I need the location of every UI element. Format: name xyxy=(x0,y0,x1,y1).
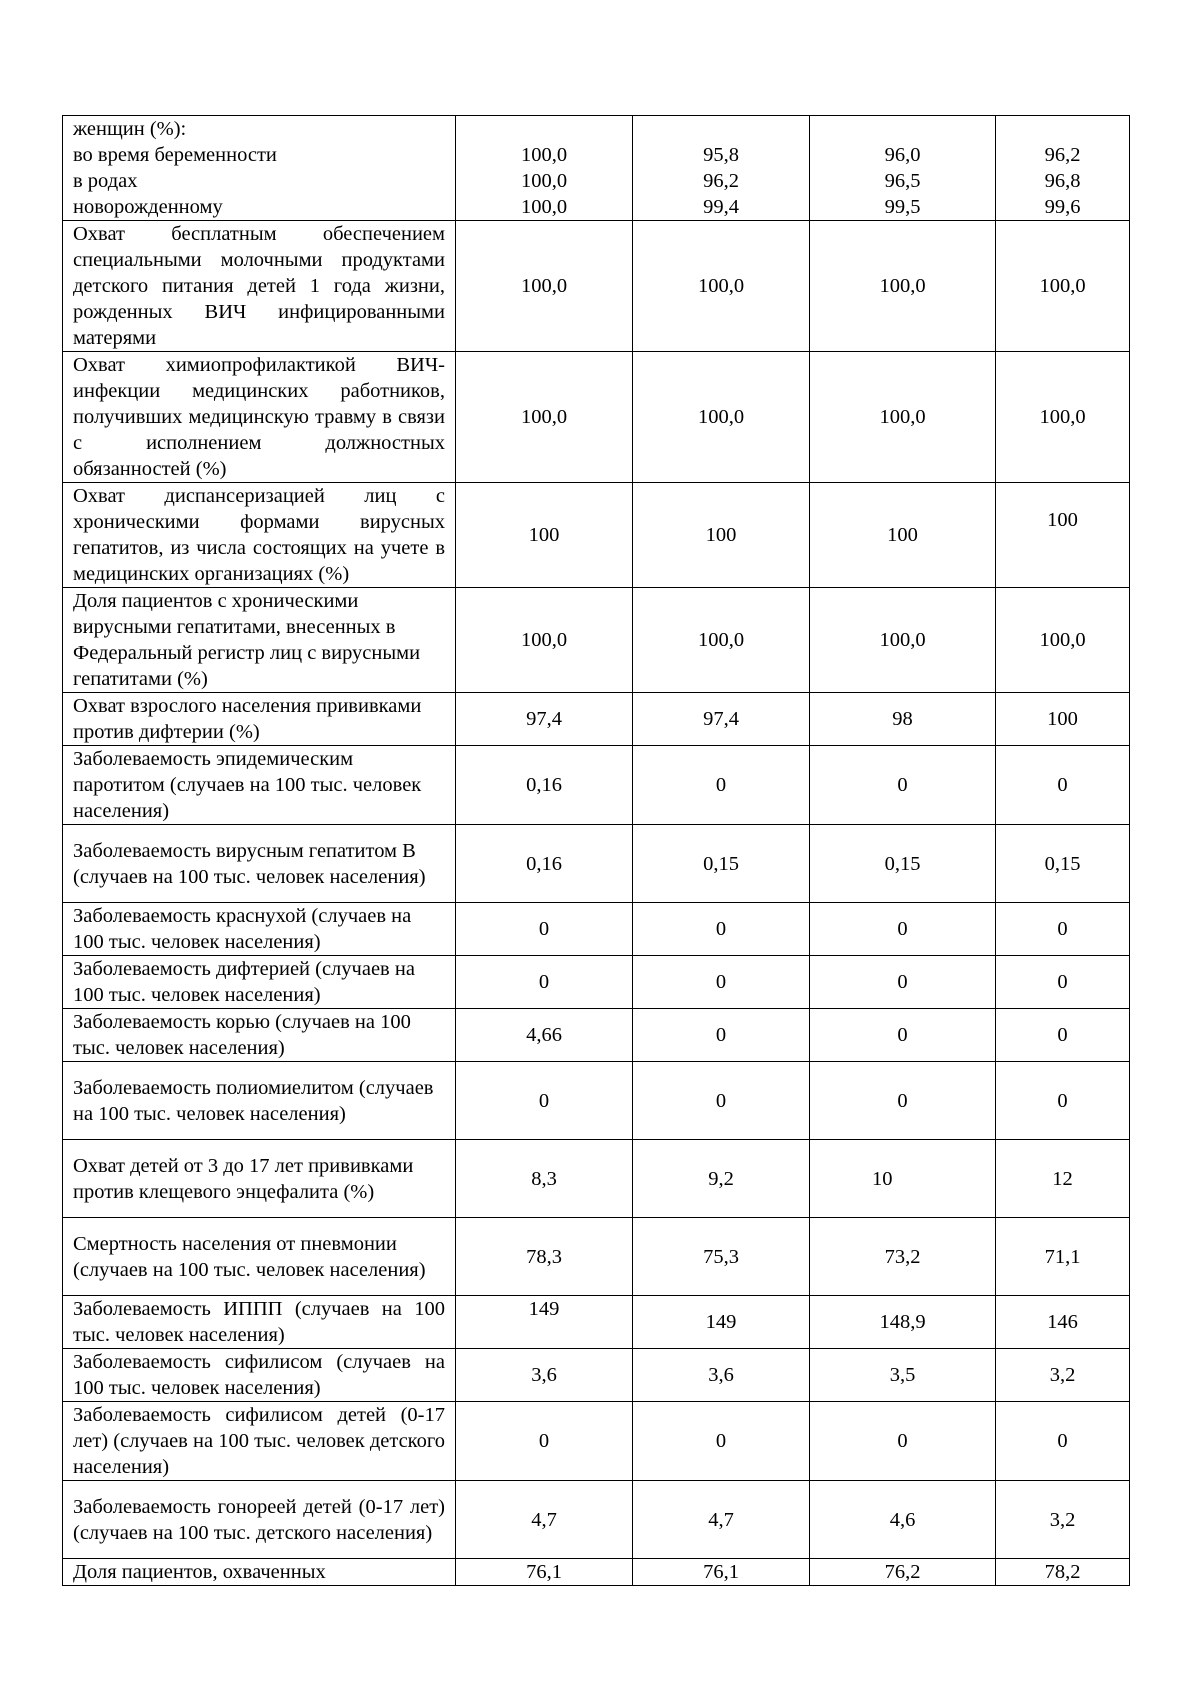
value-cell: 0 xyxy=(810,1402,996,1481)
value-cell: 0,16 xyxy=(456,746,633,825)
table-row xyxy=(63,903,1130,956)
value-cell: 97,4 xyxy=(456,693,633,746)
indicator-description: Охват бесплатным обеспечением специальными молочными продуктами детского питания детей 1 года жизни, рожденных ВИЧ инфицированными матерями xyxy=(63,221,456,352)
value-cell: 100,0 xyxy=(633,221,810,352)
value-cell: 0 xyxy=(996,1009,1130,1062)
value-cell: 98 xyxy=(810,693,996,746)
value-cell: 96,2 96,8 99,6 xyxy=(996,116,1130,221)
value-cell: 0 xyxy=(456,903,633,956)
value-cell: 100,0 xyxy=(633,352,810,483)
value-cell: 76,2 xyxy=(810,1559,996,1586)
table-row xyxy=(63,1402,1130,1481)
value-cell: 0 xyxy=(996,1402,1130,1481)
value-cell: 0 xyxy=(810,903,996,956)
table-row xyxy=(63,1296,1130,1349)
value-cell: 3,5 xyxy=(810,1349,996,1402)
value-cell: 4,7 xyxy=(633,1481,810,1559)
value-cell: 0,15 xyxy=(996,825,1130,903)
value-cell: 100,0 xyxy=(996,588,1130,693)
value-cell: 3,6 xyxy=(456,1349,633,1402)
value-cell: 78,3 xyxy=(456,1218,633,1296)
value-cell: 100,0 xyxy=(456,221,633,352)
value-cell: 100,0 xyxy=(996,221,1130,352)
value-cell: 12 xyxy=(996,1140,1130,1218)
value-cell: 100,0 xyxy=(810,352,996,483)
table-row xyxy=(63,1218,1130,1296)
value-cell: 76,1 xyxy=(633,1559,810,1586)
value-cell: 0 xyxy=(810,1062,996,1140)
value-cell: 100 xyxy=(996,693,1130,746)
value-cell: 4,6 xyxy=(810,1481,996,1559)
value-cell: 0 xyxy=(633,903,810,956)
value-cell: 10 xyxy=(810,1140,996,1218)
indicator-description: Доля пациентов с хроническими вирусными гепатитами, внесенных в Федеральный регистр лиц с вирусными гепатитами (%) xyxy=(63,588,456,693)
value-cell: 0 xyxy=(810,746,996,825)
table-row xyxy=(63,1140,1130,1218)
value-cell: 149 xyxy=(456,1296,633,1349)
indicator-description: Охват взрослого населения прививками против дифтерии (%) xyxy=(63,693,456,746)
indicator-description: Доля пациентов, охваченных xyxy=(63,1559,456,1586)
value-cell: 100 xyxy=(810,483,996,588)
value-cell: 100 xyxy=(633,483,810,588)
value-cell: 0 xyxy=(996,746,1130,825)
value-cell: 0 xyxy=(456,1402,633,1481)
indicator-description: Заболеваемость дифтерией (случаев на 100 тыс. человек населения) xyxy=(63,956,456,1009)
table-row xyxy=(63,483,1130,588)
value-cell: 0 xyxy=(456,956,633,1009)
value-cell: 100 xyxy=(996,483,1130,588)
table-row xyxy=(63,825,1130,903)
indicator-description: Заболеваемость гонореей детей (0-17 лет) (случаев на 100 тыс. детского населения) xyxy=(63,1481,456,1559)
indicator-description: Заболеваемость сифилисом детей (0-17 лет) (случаев на 100 тыс. человек детского населения) xyxy=(63,1402,456,1481)
value-cell: 100,0 xyxy=(810,221,996,352)
table-row xyxy=(63,221,1130,352)
table-row xyxy=(63,1009,1130,1062)
value-cell: 78,2 xyxy=(996,1559,1130,1586)
indicators-table xyxy=(62,115,1130,1586)
value-cell: 8,3 xyxy=(456,1140,633,1218)
value-cell: 4,7 xyxy=(456,1481,633,1559)
indicator-description: Заболеваемость корью (случаев на 100 тыс. человек населения) xyxy=(63,1009,456,1062)
value-cell: 3,2 xyxy=(996,1481,1130,1559)
indicator-description: Заболеваемость ИППП (случаев на 100 тыс. человек населения) xyxy=(63,1296,456,1349)
table-row xyxy=(63,116,1130,221)
value-cell: 0,16 xyxy=(456,825,633,903)
value-cell: 0,15 xyxy=(633,825,810,903)
indicator-description: Заболеваемость сифилисом (случаев на 100 тыс. человек населения) xyxy=(63,1349,456,1402)
table-row xyxy=(63,746,1130,825)
value-cell: 76,1 xyxy=(456,1559,633,1586)
value-cell: 146 xyxy=(996,1296,1130,1349)
value-cell: 3,6 xyxy=(633,1349,810,1402)
value-cell: 0 xyxy=(633,956,810,1009)
indicator-description: Смертность населения от пневмонии (случаев на 100 тыс. человек населения) xyxy=(63,1218,456,1296)
indicator-description: Охват детей от 3 до 17 лет прививками против клещевого энцефалита (%) xyxy=(63,1140,456,1218)
table-row xyxy=(63,1349,1130,1402)
value-cell: 148,9 xyxy=(810,1296,996,1349)
value-cell: 73,2 xyxy=(810,1218,996,1296)
value-cell: 100 xyxy=(456,483,633,588)
value-cell: 4,66 xyxy=(456,1009,633,1062)
value-cell: 0 xyxy=(996,903,1130,956)
value-cell: 0 xyxy=(996,1062,1130,1140)
value-cell: 100,0 xyxy=(810,588,996,693)
indicator-description: Заболеваемость вирусным гепатитом В (случаев на 100 тыс. человек населения) xyxy=(63,825,456,903)
value-cell: 100,0 xyxy=(633,588,810,693)
table-row xyxy=(63,956,1130,1009)
value-cell: 97,4 xyxy=(633,693,810,746)
value-cell: 0 xyxy=(456,1062,633,1140)
value-cell: 0 xyxy=(996,956,1130,1009)
value-cell: 100,0 xyxy=(996,352,1130,483)
table-row xyxy=(63,352,1130,483)
value-cell: 0 xyxy=(810,956,996,1009)
value-cell: 100,0 100,0 100,0 xyxy=(456,116,633,221)
indicator-description: Охват диспансеризацией лиц с хроническими формами вирусных гепатитов, из числа состоящих на учете в медицинских организациях (%) xyxy=(63,483,456,588)
value-cell: 95,8 96,2 99,4 xyxy=(633,116,810,221)
value-cell: 71,1 xyxy=(996,1218,1130,1296)
indicator-description: Заболеваемость краснухой (случаев на 100 тыс. человек населения) xyxy=(63,903,456,956)
value-cell: 149 xyxy=(633,1296,810,1349)
value-cell: 100,0 xyxy=(456,352,633,483)
indicator-description: Заболеваемость эпидемическим паротитом (случаев на 100 тыс. человек населения) xyxy=(63,746,456,825)
value-cell: 0,15 xyxy=(810,825,996,903)
indicator-description: Заболеваемость полиомиелитом (случаев на 100 тыс. человек населения) xyxy=(63,1062,456,1140)
table-row xyxy=(63,1481,1130,1559)
value-cell: 0 xyxy=(633,1062,810,1140)
value-cell: 96,0 96,5 99,5 xyxy=(810,116,996,221)
value-cell: 0 xyxy=(633,1009,810,1062)
table-row xyxy=(63,1062,1130,1140)
value-cell: 3,2 xyxy=(996,1349,1130,1402)
value-cell: 100,0 xyxy=(456,588,633,693)
value-cell: 0 xyxy=(810,1009,996,1062)
value-cell: 75,3 xyxy=(633,1218,810,1296)
value-cell: 0 xyxy=(633,746,810,825)
table-row xyxy=(63,1559,1130,1586)
indicator-description: Охват химиопрофилактикой ВИЧ-инфекции медицинских работников, получивших медицинскую травму в связи с исполнением должностных обязанностей (%) xyxy=(63,352,456,483)
value-cell: 9,2 xyxy=(633,1140,810,1218)
indicator-description: женщин (%): во время беременности в родах новорожденному xyxy=(63,116,456,221)
table-row xyxy=(63,588,1130,693)
value-cell: 0 xyxy=(633,1402,810,1481)
table-row xyxy=(63,693,1130,746)
